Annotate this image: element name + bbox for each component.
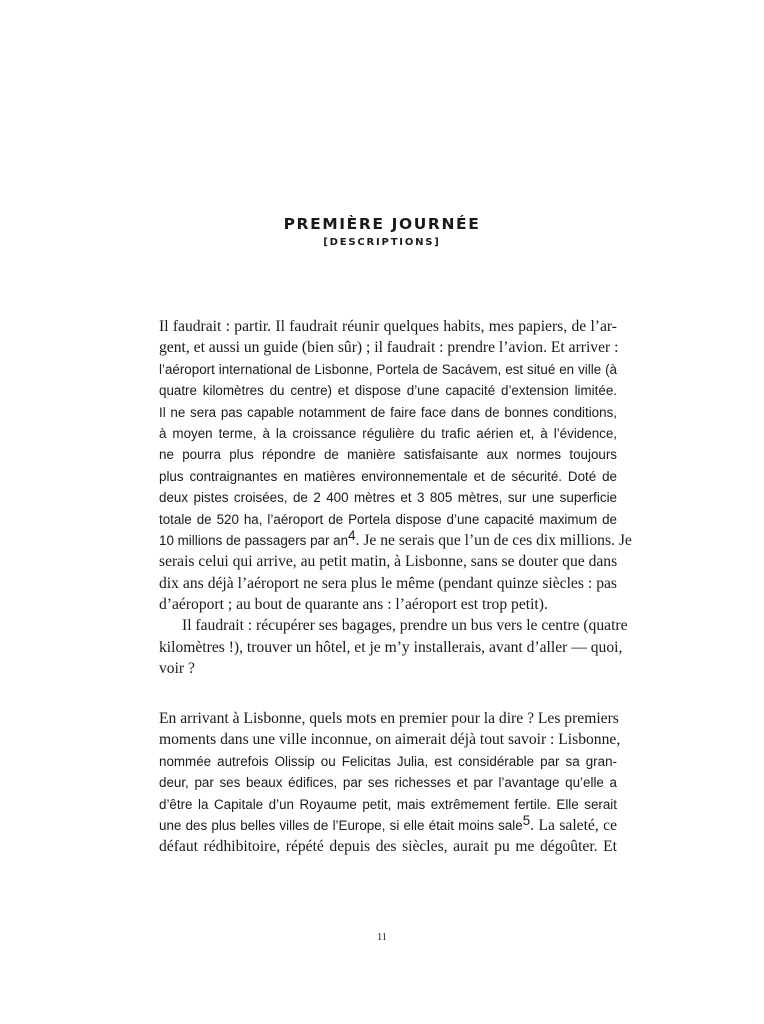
text-line: En arrivant à Lisbonne, quels mots en premier pour la dire ? Les premiers <box>159 710 619 727</box>
text-line: Il faudrait : récupérer ses bagages, prendre un bus vers le centre (quatre <box>182 617 628 635</box>
text-line: dix ans déjà l’aéroport ne sera plus le même (pendant quinze siècles : pas <box>159 574 617 592</box>
text-line: défaut rédhibitoire, répété depuis des siècles, aurait pu me dégoûter. Et <box>159 838 617 856</box>
page-number: 11 <box>377 932 387 943</box>
paragraph-3 <box>159 708 621 858</box>
text-segment: . La saleté, ce <box>530 816 618 834</box>
text-segment: . Je ne serais que l’un de ces dix millions. Je <box>355 531 632 549</box>
text-line <box>159 812 618 836</box>
text-line <box>159 527 632 551</box>
text-line: à moyen terme, à la croissance régulière du trafic aérien et, à l’évidence, <box>159 425 617 441</box>
paragraph-1 <box>159 316 632 680</box>
text-line: totale de 520 ha, l’aéroport de Portela dispose d’une capacité maximum de <box>159 511 617 527</box>
text-line: gent, et aussi un guide (bien sûr) ; il faudrait : prendre l’avion. Et arriver : <box>159 339 619 357</box>
text-line: Il ne sera pas capable notamment de faire face dans de bonnes conditions, <box>159 404 617 420</box>
footnote-ref: 4 <box>348 527 356 543</box>
chapter-subtitle: [DESCRIPTIONS] <box>323 237 441 248</box>
text-line: ne pourra plus répondre de manière satisfaisante aux normes toujours <box>159 447 617 463</box>
text-line: deux pistes croisées, de 2 400 mètres et 3 805 mètres, sur une superficie <box>159 490 617 506</box>
text-line: plus contraignantes en matières environnementale et de sécurité. Doté de <box>159 468 617 484</box>
text-line: d’être la Capitale d’un Royaume petit, mais extrêmement fertile. Elle serait <box>159 796 617 812</box>
text-segment: 10 millions de passagers par an <box>159 532 349 548</box>
chapter-title: PREMIÈRE JOURNÉE <box>283 215 481 233</box>
text-line: moments dans une ville inconnue, on aimerait déjà tout savoir : Lisbonne, <box>159 731 621 749</box>
text-line: nommée autrefois Olissip ou Felicitas Julia, est considérable par sa gran- <box>159 753 617 769</box>
footnote-ref: 5 <box>522 812 531 828</box>
text-line: l’aéroport international de Lisbonne, Portela de Sacávem, est situé en ville (à <box>159 361 617 377</box>
text-line: voir ? <box>159 660 195 678</box>
text-line: deur, par ses beaux édifices, par ses richesses et par l’avantage qu’elle a <box>159 775 617 791</box>
text-line: d’aéroport ; au bout de quarante ans : l’aéroport est trop petit). <box>159 596 548 614</box>
text-line: kilomètres !), trouver un hôtel, et je m’y installerais, avant d’aller — quoi, <box>159 638 623 656</box>
text-line: Il faudrait : partir. Il faudrait réunir quelques habits, mes papiers, de l’ar- <box>159 318 617 335</box>
text-line: serais celui qui arrive, au petit matin, à Lisbonne, sans se douter que dans <box>159 553 618 571</box>
text-line: quatre kilomètres du centre) et dispose d’une capacité d’extension limitée. <box>159 383 617 399</box>
text-segment: une des plus belles villes de l’Europe, si elle était moins sale <box>159 817 523 833</box>
